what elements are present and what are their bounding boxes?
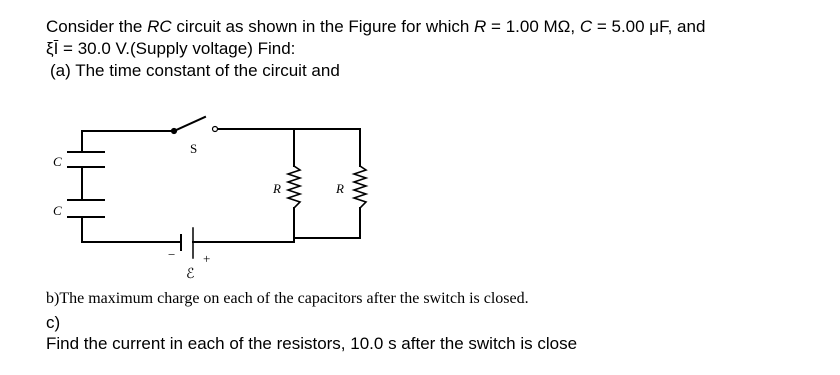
problem-line-1-prefix: Consider the xyxy=(46,17,148,36)
battery-minus-label: − xyxy=(168,247,176,262)
part-c-text: Find the current in each of the resistors, 10.0 s after the switch is close xyxy=(46,334,578,353)
emf-label: ℰ xyxy=(186,267,195,282)
resistor-left-zigzag xyxy=(288,166,300,208)
switch-label: S xyxy=(190,141,198,156)
switch-contact xyxy=(213,127,218,132)
resistor-left-label: R xyxy=(273,181,281,196)
problem-line-1-mid: circuit as shown in the Figure for which xyxy=(171,17,475,36)
part-c-label: c) xyxy=(46,313,61,332)
r-variable: R xyxy=(474,17,487,36)
rc-variable: RC xyxy=(147,17,172,36)
switch-blade xyxy=(174,117,205,131)
c-value: = 5.00 μF, and xyxy=(592,17,706,36)
capacitor-bottom-plates xyxy=(68,200,104,217)
capacitor-top-label: C xyxy=(53,154,62,169)
r-value: = 1.00 MΩ, xyxy=(486,17,580,36)
battery-plus-label: + xyxy=(203,251,211,266)
part-b-text: b)The maximum charge on each of the capacitors after the switch is closed. xyxy=(46,290,529,307)
problem-line-2: ξĪ = 30.0 V.(Supply voltage) Find: xyxy=(46,39,296,58)
capacitor-top-plates xyxy=(68,152,104,167)
c-variable: C xyxy=(579,17,593,36)
resistor-right-zigzag xyxy=(354,166,366,208)
resistor-right-label: R xyxy=(336,181,344,196)
capacitor-bottom-label: C xyxy=(53,203,62,218)
part-a-text: (a) The time constant of the circuit and xyxy=(50,61,340,80)
